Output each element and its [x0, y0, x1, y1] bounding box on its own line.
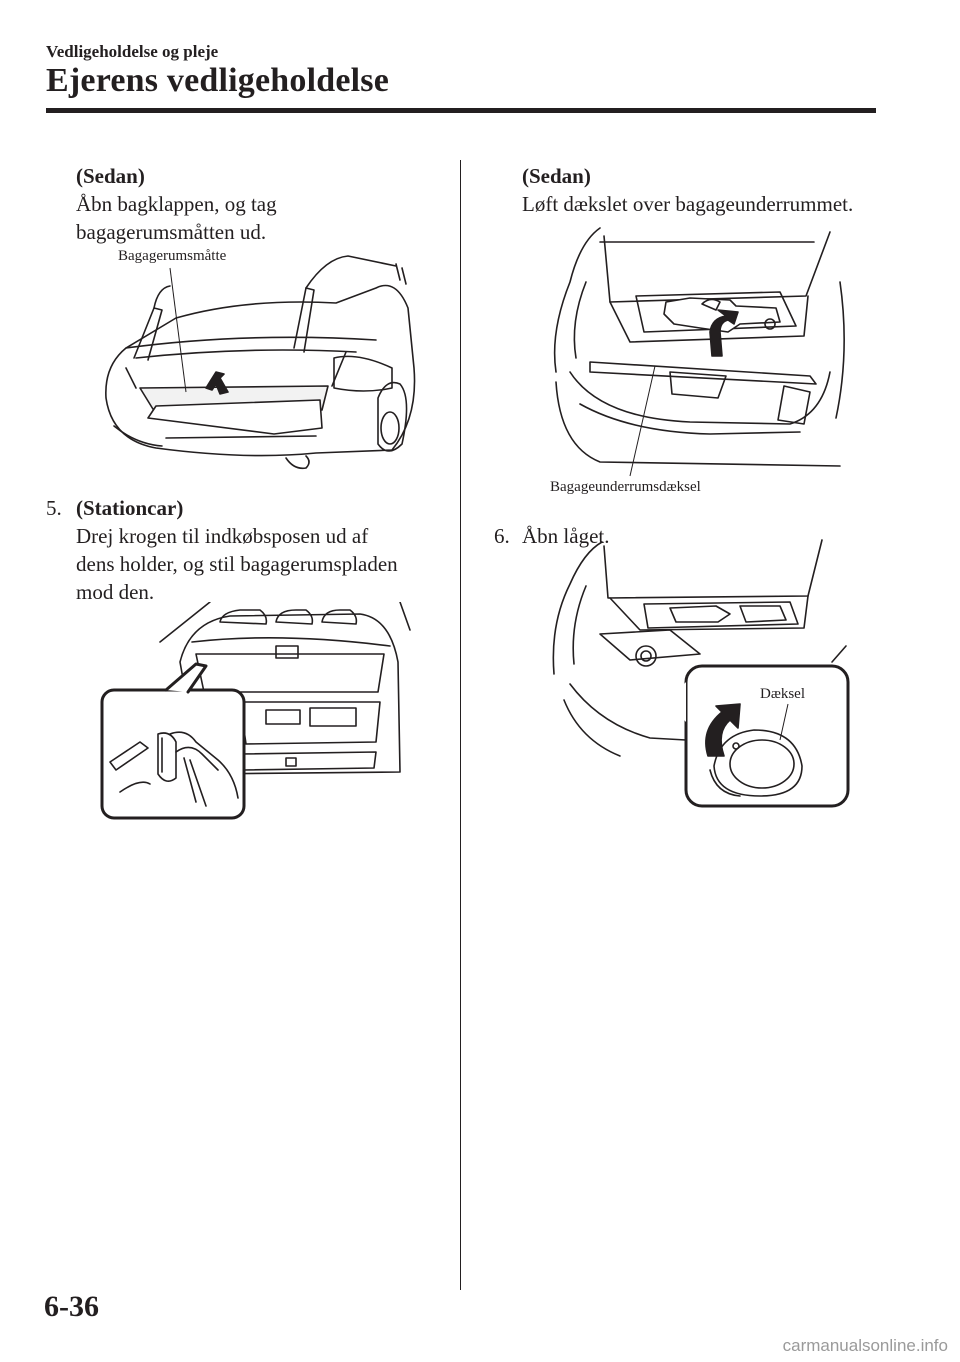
instruction-line: bagagerumsmåtten ud. — [76, 220, 267, 244]
callout-daeksel: Dæksel — [760, 686, 805, 702]
sedan-heading-right: (Sedan) — [522, 164, 591, 188]
section-label: Vedligeholdelse og pleje — [46, 42, 219, 61]
instruction-line: mod den. — [76, 580, 155, 604]
step5-number: 5. — [46, 496, 62, 520]
callout-bagagerumsmaatte: Bagagerumsmåtte — [118, 248, 227, 264]
callout-bagageunderrumsdaeksel: Bagageunderrumsdæksel — [550, 479, 701, 495]
page-title: Ejerens vedligeholdelse — [46, 62, 390, 99]
step6-number: 6. — [494, 524, 510, 548]
watermark: carmanualsonline.info — [782, 1336, 948, 1355]
instruction-line: Åbn låget. — [522, 524, 610, 548]
page-number: 6-36 — [44, 1290, 99, 1323]
instruction-line: Drej krogen til indkøbsposen ud af — [76, 524, 369, 548]
sedan-heading: (Sedan) — [76, 164, 145, 188]
instruction-line: Åbn bagklappen, og tag — [76, 192, 277, 216]
instruction-line: dens holder, og stil bagagerumspladen — [76, 552, 398, 576]
stationcar-heading: (Stationcar) — [76, 496, 184, 520]
instruction-line: Løft dækslet over bagageunderrummet. — [522, 192, 854, 216]
